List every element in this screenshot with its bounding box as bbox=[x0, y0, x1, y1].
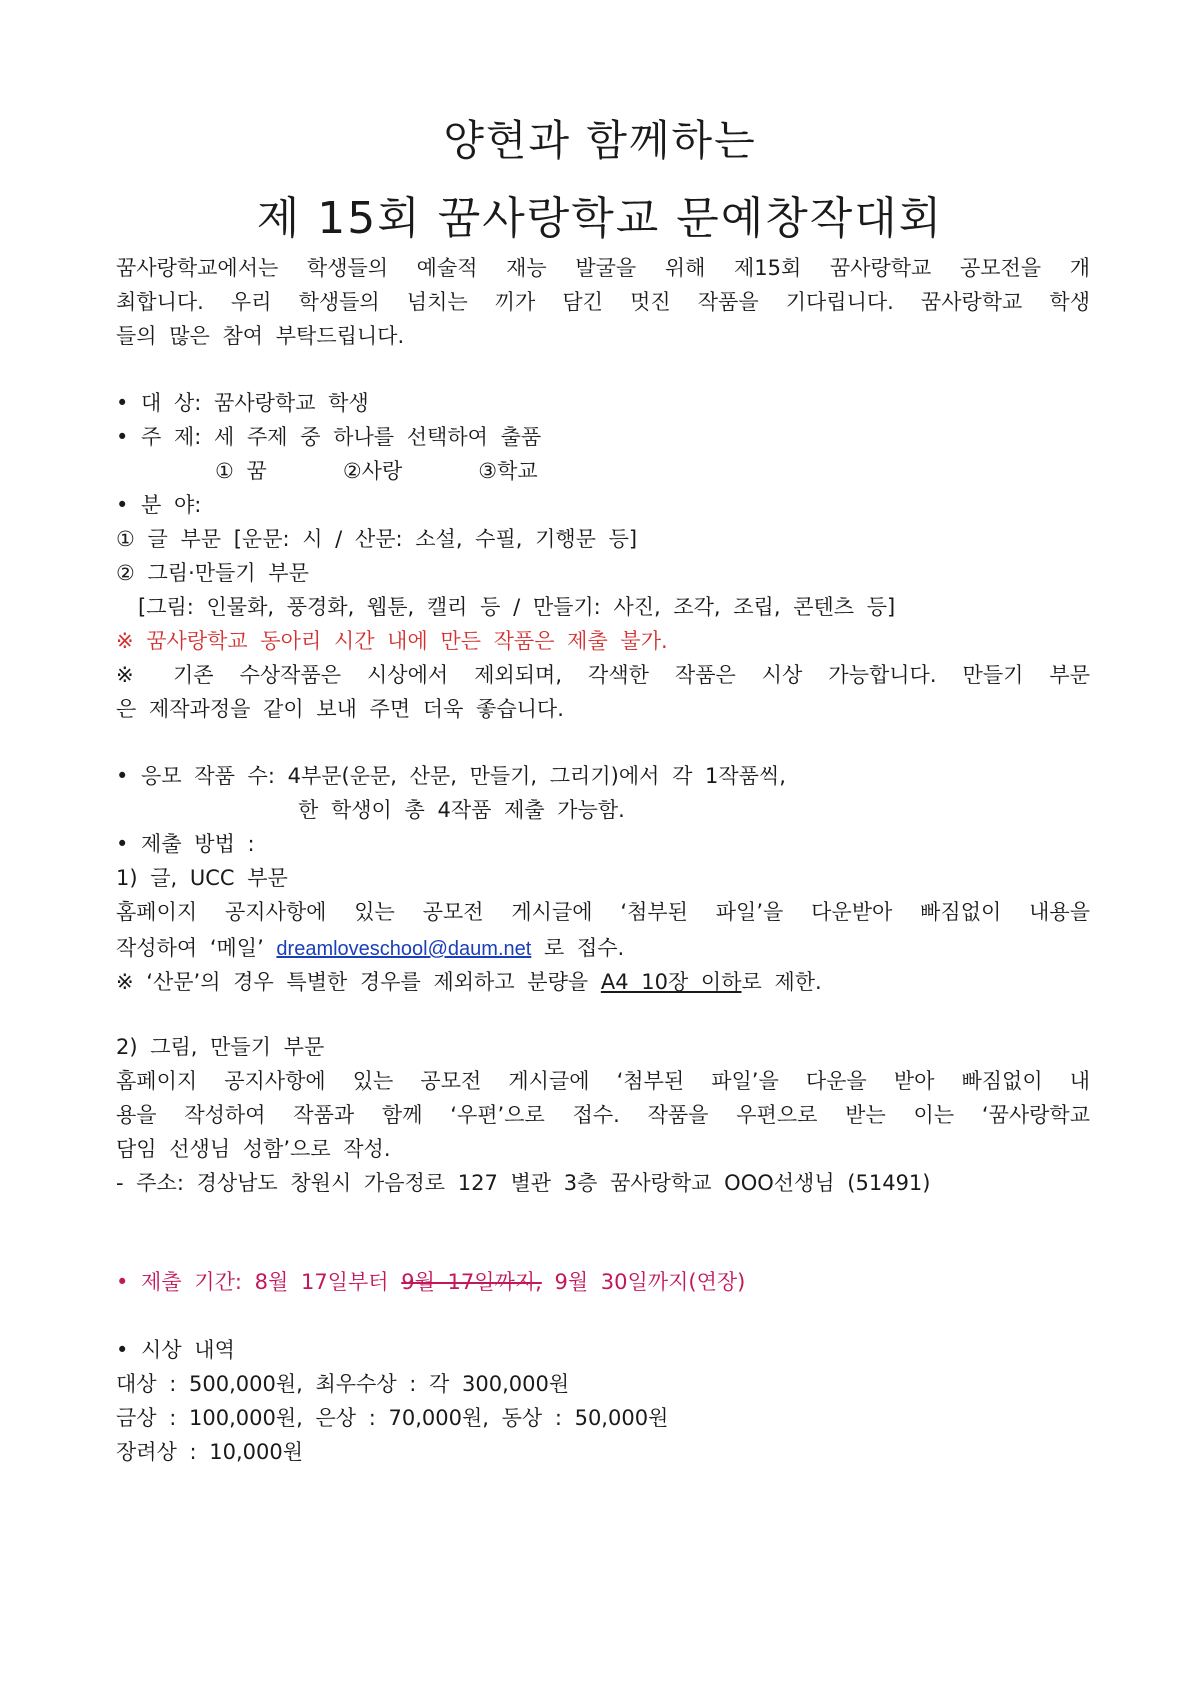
field-warning: ※ 꿈사랑학교 동아리 시간 내에 만든 작품은 제출 불가. bbox=[116, 629, 668, 653]
period-line bbox=[116, 1268, 745, 1296]
intro-line-3: 들의 많은 참여 부탁드립니다. bbox=[116, 324, 405, 348]
field-note-line-1: ※ 기존 수상작품은 시상에서 제외되며, 각색한 작품은 시상 가능합니다. 만들기 부문 bbox=[116, 663, 1090, 687]
awards-label: • 시상 내역 bbox=[116, 1338, 235, 1362]
awards-line-1: 대상 : 500,000원, 최우수상 : 각 300,000원 bbox=[116, 1372, 570, 1396]
method-sub1-note bbox=[116, 968, 822, 996]
period-original-deadline: 9월 17일까지, bbox=[401, 1270, 542, 1294]
page-limit-text: A4 10장 이하 bbox=[600, 970, 742, 994]
field-note-line-2: 은 제작과정을 같이 보내 주면 더욱 좋습니다. bbox=[116, 697, 564, 721]
method-sub1-note-prefix: ※ ‘산문’의 경우 특별한 경우를 제외하고 분량을 bbox=[116, 970, 601, 994]
field-label: • 분 야: bbox=[116, 493, 202, 517]
field-item-1: ① 글 부문 [운문: 시 / 산문: 소설, 수필, 기행문 등] bbox=[116, 527, 638, 551]
method-sub1-line-2-suffix: 로 접수. bbox=[531, 936, 625, 960]
topic-options: ① 꿈 ②사랑 ③학교 bbox=[215, 459, 538, 483]
period-extended-deadline: 9월 30일까지(연장) bbox=[541, 1270, 746, 1294]
count-line-2: 한 학생이 총 4작품 제출 가능함. bbox=[298, 798, 625, 822]
awards-line-2: 금상 : 100,000원, 은상 : 70,000원, 동상 : 50,000원 bbox=[116, 1406, 669, 1430]
field-item-2: ② 그림·만들기 부문 bbox=[116, 561, 309, 585]
count-line-1: • 응모 작품 수: 4부문(운문, 산문, 만들기, 그리기)에서 각 1작품씩, bbox=[116, 764, 786, 788]
method-sub1-line-1: 홈페이지 공지사항에 있는 공모전 게시글에 ‘첨부된 파일’을 다운받아 빠짐없이 내용을 bbox=[116, 900, 1090, 924]
method-sub1-heading: 1) 글, UCC 부문 bbox=[116, 866, 288, 890]
field-item-2-detail: [그림: 인물화, 풍경화, 웹툰, 캘리 등 / 만들기: 사진, 조각, 조립, 콘텐츠 등] bbox=[138, 595, 896, 619]
awards-line-3: 장려상 : 10,000원 bbox=[116, 1440, 304, 1464]
address-line: - 주소: 경상남도 창원시 가음정로 127 별관 3층 꿈사랑학교 OOO선생님 (51491) bbox=[116, 1171, 931, 1195]
email-link[interactable]: dreamloveschool@daum.net bbox=[276, 938, 532, 960]
method-sub2-heading: 2) 그림, 만들기 부문 bbox=[116, 1035, 325, 1059]
method-sub2-line-3: 담임 선생님 성함’으로 작성. bbox=[116, 1137, 391, 1161]
target-line: • 대 상: 꿈사랑학교 학생 bbox=[116, 391, 369, 415]
method-sub2-line-2: 용을 작성하여 작품과 함께 ‘우편’으로 접수. 작품을 우편으로 받는 이는 ‘꿈사랑학교 bbox=[116, 1103, 1090, 1127]
method-label: • 제출 방법 : bbox=[116, 832, 255, 856]
method-sub1-line-2 bbox=[116, 934, 624, 963]
title-line-2: 제 15회 꿈사랑학교 문예창작대회 bbox=[256, 193, 944, 244]
method-sub1-line-2-prefix: 작성하여 ‘메일’ bbox=[116, 936, 277, 960]
intro-line-2: 최합니다. 우리 학생들의 넘치는 끼가 담긴 멋진 작품을 기다립니다. 꿈사랑학교 학생 bbox=[116, 290, 1090, 314]
topic-line: • 주 제: 세 주제 중 하나를 선택하여 출품 bbox=[116, 425, 542, 449]
title-line-1: 양현과 함께하는 bbox=[443, 116, 757, 165]
period-prefix: • 제출 기간: 8월 17일부터 bbox=[116, 1270, 402, 1294]
intro-line-1: 꿈사랑학교에서는 학생들의 예술적 재능 발굴을 위해 제15회 꿈사랑학교 공모전을 개 bbox=[116, 256, 1090, 280]
method-sub1-note-suffix: 로 제한. bbox=[741, 970, 822, 994]
method-sub2-line-1: 홈페이지 공지사항에 있는 공모전 게시글에 ‘첨부된 파일’을 다운을 받아 빠짐없이 내 bbox=[116, 1069, 1090, 1093]
